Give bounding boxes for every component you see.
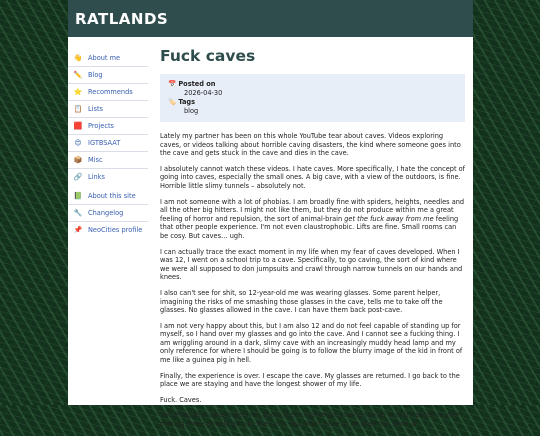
- posted-on-date: 2026-04-30: [184, 89, 223, 97]
- site-title-link[interactable]: RATLANDS: [75, 9, 169, 28]
- sidebar-item-igtbsaat[interactable]: [68, 134, 148, 151]
- post-paragraph: Lately my partner has been on this whole YouTube tear about caves. Videos exploring caves, or videos talking about horrible caving disasters, the kind where someone goes into the cave and gets stuck in the cave and dies in the cave.: [160, 132, 461, 158]
- nav-group: [68, 50, 148, 185]
- sidebar-item-label: Changelog: [88, 209, 124, 217]
- post-paragraph: I also can't see for shit, so 12-year-old me was wearing glasses. Some parent helper, imagining the risks of me smashing those glasses in the cave, tells me to take off the glasses. No glasses allowed in the cave. I can have them back post-cave.: [160, 288, 443, 315]
- sidebar-item-label: IGTBSAAT: [88, 139, 121, 147]
- sidebar-item-misc[interactable]: [68, 151, 148, 168]
- post-paragraph: I absolutely cannot watch these videos. I hate caves. More specifically, I hate the concept of going into caves, especially the small ones. A big cave, with a view of the outdoors, is fine. Horrible little slimy tunnels – absolutely not.: [160, 164, 465, 190]
- post-paragraph: [160, 198, 465, 241]
- clipboard-icon: 📋: [73, 105, 83, 113]
- post-title: Fuck caves: [160, 47, 256, 65]
- link-icon: 🔗: [73, 173, 83, 181]
- sidebar-item-label: Projects: [88, 122, 114, 130]
- sidebar-item-changelog[interactable]: [68, 204, 148, 221]
- posted-on-row: [168, 80, 457, 89]
- calendar-icon: 📅: [168, 80, 177, 88]
- tag-link-blog[interactable]: blog: [184, 107, 199, 115]
- sidebar-item-lists[interactable]: [68, 100, 148, 117]
- sidebar-item-neocities-profile[interactable]: [68, 221, 148, 238]
- sidebar-item-links[interactable]: [68, 168, 148, 185]
- posted-on-label: Posted on: [178, 80, 216, 88]
- sidebar-item-blog[interactable]: [68, 66, 148, 83]
- sidebar-item-projects[interactable]: [68, 117, 148, 134]
- book-icon: 📗: [73, 192, 83, 200]
- sidebar-item-about-me[interactable]: [68, 50, 148, 66]
- wrench-icon: 🔧: [73, 209, 83, 217]
- tags-label: Tags: [178, 98, 196, 106]
- sidebar-item-label: NeoCities profile: [88, 226, 143, 234]
- sidebar-item-label: Blog: [88, 71, 103, 79]
- sidebar-item-recommends[interactable]: [68, 83, 148, 100]
- tag-icon: 🏷️: [168, 98, 177, 106]
- sidebar-nav: [68, 50, 148, 238]
- heart-eyes-icon: 😍: [74, 139, 82, 147]
- post-meta-box: [160, 74, 465, 122]
- post-paragraph: Finally, the experience is over. I escape the cave. My glasses are returned. I go back to the place we are staying and have the longest shower of my life.: [160, 371, 460, 389]
- tags-row: [168, 98, 457, 107]
- sidebar-item-label: About me: [88, 54, 121, 62]
- projects-icon: 🟥: [73, 122, 83, 130]
- star-icon: ⭐: [73, 88, 83, 96]
- post-paragraph: I can actually trace the exact moment in my life when my fear of caves developed. When I was 12, I went on a school trip to a cave. Specifically, to go caving, the sort of kind where we were all supposed to don jumpsuits and crawl through narrow tunnels on our hands and knees.: [160, 247, 463, 282]
- tags-value: [168, 107, 457, 116]
- sidebar-item-label: Misc: [88, 156, 103, 164]
- sidebar-item-about-this-site[interactable]: [68, 188, 148, 204]
- nav-group: [68, 188, 148, 238]
- pencil-icon: ✏️: [73, 71, 83, 79]
- paragraph-text: feeling that other people experience. I'm not even claustrophobic. Lifts are fine. Small rooms can be cosy. But caves… ugh.: [160, 214, 459, 240]
- pin-icon: 📌: [73, 226, 83, 234]
- emphasized-text: get the fuck away from me: [344, 214, 434, 223]
- sidebar-item-label: Links: [88, 173, 105, 181]
- post-body: [160, 132, 465, 429]
- site-header: [68, 0, 473, 37]
- main-content: [160, 38, 465, 436]
- sidebar-item-label: About this site: [88, 192, 136, 200]
- page-container: [68, 0, 473, 429]
- post-paragraph: Fuck. Caves.: [160, 395, 202, 404]
- post-paragraph: I am not very happy about this, but I am also 12 and do not feel capable of standing up for myself, so I hand over my glasses and go into the cave. And I cannot see a fucking thing. I am wriggling around in a dark, slimy cave with an increasingly muddy head lamp and my only reference for where I should be going is to follow the blurry image of the kid in front of me like a guinea pig in hell.: [160, 321, 463, 365]
- paragraph-text: I am not someone with a lot of phobias. I am broadly fine with spiders, heights, needles and all the other big hitters. I might not like them, but they do not produce within me a great feeling of horror and repulsion, the sort of animal-brain: [160, 197, 465, 223]
- sidebar-item-label: Lists: [88, 105, 103, 113]
- box-icon: 📦: [73, 156, 83, 164]
- waving-hand-icon: 👋: [73, 54, 83, 62]
- post-paragraph: The thing that always gets me about these nightmare caving stories is that nobody is ever making these people go into the cave. You didn't have to do that! You were an: [160, 411, 460, 429]
- sidebar-item-label: Recommends: [88, 88, 133, 96]
